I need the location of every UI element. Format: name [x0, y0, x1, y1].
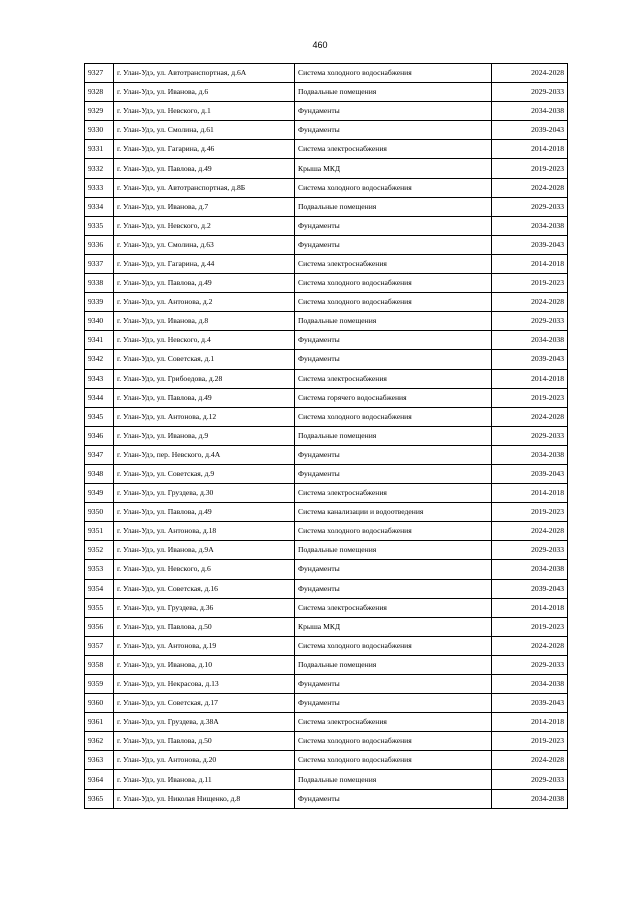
address-cell: г. Улан-Удэ, ул. Антонова, д.18 — [114, 522, 295, 541]
work-type-cell: Подвальные помещения — [295, 770, 492, 789]
work-type-cell: Система холодного водоснабжения — [295, 274, 492, 293]
table-row — [85, 388, 568, 407]
work-type-cell: Система холодного водоснабжения — [295, 751, 492, 770]
address-cell: г. Улан-Удэ, ул. Автотранспортная, д.8Б — [114, 178, 295, 197]
address-cell: г. Улан-Удэ, ул. Советская, д.17 — [114, 694, 295, 713]
table-row — [85, 751, 568, 770]
address-cell: г. Улан-Удэ, ул. Гагарина, д.44 — [114, 254, 295, 273]
table-row — [85, 159, 568, 178]
address-cell: г. Улан-Удэ, ул. Иванова, д.11 — [114, 770, 295, 789]
work-type-cell: Система холодного водоснабжения — [295, 732, 492, 751]
work-type-cell: Система электроснабжения — [295, 140, 492, 159]
period-cell: 2034-2038 — [492, 560, 568, 579]
row-number-cell: 9338 — [85, 274, 114, 293]
period-cell: 2019-2023 — [492, 617, 568, 636]
address-cell: г. Улан-Удэ, ул. Советская, д.9 — [114, 464, 295, 483]
table-row — [85, 102, 568, 121]
work-type-cell: Система холодного водоснабжения — [295, 407, 492, 426]
period-cell: 2024-2028 — [492, 64, 568, 83]
work-type-cell: Фундаменты — [295, 445, 492, 464]
address-cell: г. Улан-Удэ, ул. Невского, д.2 — [114, 216, 295, 235]
table-row — [85, 445, 568, 464]
row-number-cell: 9332 — [85, 159, 114, 178]
row-number-cell: 9341 — [85, 331, 114, 350]
address-cell: г. Улан-Удэ, ул. Иванова, д.8 — [114, 312, 295, 331]
row-number-cell: 9331 — [85, 140, 114, 159]
address-cell: г. Улан-Удэ, ул. Антонова, д.2 — [114, 293, 295, 312]
table-row — [85, 350, 568, 369]
row-number-cell: 9345 — [85, 407, 114, 426]
table-row — [85, 503, 568, 522]
address-cell: г. Улан-Удэ, ул. Антонова, д.19 — [114, 636, 295, 655]
address-cell: г. Улан-Удэ, ул. Павлова, д.49 — [114, 274, 295, 293]
work-type-cell: Подвальные помещения — [295, 197, 492, 216]
row-number-cell: 9339 — [85, 293, 114, 312]
row-number-cell: 9335 — [85, 216, 114, 235]
work-type-cell: Система холодного водоснабжения — [295, 178, 492, 197]
period-cell: 2024-2028 — [492, 522, 568, 541]
address-cell: г. Улан-Удэ, ул. Груздева, д.38А — [114, 713, 295, 732]
address-cell: г. Улан-Удэ, ул. Некрасова, д.13 — [114, 675, 295, 694]
address-cell: г. Улан-Удэ, ул. Автотранспортная, д.6А — [114, 64, 295, 83]
registry-table-body — [85, 64, 568, 809]
address-cell: г. Улан-Удэ, пер. Невского, д.4А — [114, 445, 295, 464]
work-type-cell: Фундаменты — [295, 464, 492, 483]
work-type-cell: Фундаменты — [295, 235, 492, 254]
work-type-cell: Подвальные помещения — [295, 541, 492, 560]
period-cell: 2019-2023 — [492, 503, 568, 522]
row-number-cell: 9330 — [85, 121, 114, 140]
work-type-cell: Фундаменты — [295, 121, 492, 140]
row-number-cell: 9333 — [85, 178, 114, 197]
address-cell: г. Улан-Удэ, ул. Иванова, д.10 — [114, 655, 295, 674]
work-type-cell: Крыша МКД — [295, 159, 492, 178]
row-number-cell: 9361 — [85, 713, 114, 732]
address-cell: г. Улан-Удэ, ул. Иванова, д.9 — [114, 426, 295, 445]
work-type-cell: Система холодного водоснабжения — [295, 522, 492, 541]
address-cell: г. Улан-Удэ, ул. Павлова, д.49 — [114, 159, 295, 178]
period-cell: 2039-2043 — [492, 694, 568, 713]
period-cell: 2029-2033 — [492, 541, 568, 560]
address-cell: г. Улан-Удэ, ул. Невского, д.1 — [114, 102, 295, 121]
table-row — [85, 617, 568, 636]
table-row — [85, 293, 568, 312]
table-row — [85, 675, 568, 694]
address-cell: г. Улан-Удэ, ул. Смолина, д.61 — [114, 121, 295, 140]
address-cell: г. Улан-Удэ, ул. Советская, д.1 — [114, 350, 295, 369]
table-row — [85, 713, 568, 732]
period-cell: 2034-2038 — [492, 331, 568, 350]
table-row — [85, 655, 568, 674]
table-row — [85, 121, 568, 140]
table-row — [85, 732, 568, 751]
work-type-cell: Система электроснабжения — [295, 484, 492, 503]
work-type-cell: Фундаменты — [295, 789, 492, 808]
row-number-cell: 9340 — [85, 312, 114, 331]
work-type-cell: Система электроснабжения — [295, 598, 492, 617]
work-type-cell: Подвальные помещения — [295, 655, 492, 674]
period-cell: 2034-2038 — [492, 675, 568, 694]
address-cell: г. Улан-Удэ, ул. Павлова, д.50 — [114, 732, 295, 751]
table-row — [85, 235, 568, 254]
address-cell: г. Улан-Удэ, ул. Груздева, д.36 — [114, 598, 295, 617]
table-row — [85, 140, 568, 159]
work-type-cell: Система холодного водоснабжения — [295, 636, 492, 655]
period-cell: 2019-2023 — [492, 732, 568, 751]
row-number-cell: 9354 — [85, 579, 114, 598]
table-row — [85, 369, 568, 388]
row-number-cell: 9342 — [85, 350, 114, 369]
row-number-cell: 9343 — [85, 369, 114, 388]
work-type-cell: Фундаменты — [295, 350, 492, 369]
table-row — [85, 64, 568, 83]
work-type-cell: Фундаменты — [295, 675, 492, 694]
table-row — [85, 178, 568, 197]
registry-table — [84, 63, 568, 809]
period-cell: 2019-2023 — [492, 159, 568, 178]
period-cell: 2029-2033 — [492, 655, 568, 674]
row-number-cell: 9356 — [85, 617, 114, 636]
table-row — [85, 331, 568, 350]
row-number-cell: 9346 — [85, 426, 114, 445]
period-cell: 2034-2038 — [492, 102, 568, 121]
address-cell: г. Улан-Удэ, ул. Павлова, д.50 — [114, 617, 295, 636]
address-cell: г. Улан-Удэ, ул. Невского, д.4 — [114, 331, 295, 350]
period-cell: 2024-2028 — [492, 178, 568, 197]
row-number-cell: 9351 — [85, 522, 114, 541]
table-row — [85, 598, 568, 617]
work-type-cell: Система электроснабжения — [295, 254, 492, 273]
row-number-cell: 9328 — [85, 83, 114, 102]
work-type-cell: Фундаменты — [295, 331, 492, 350]
period-cell: 2014-2018 — [492, 254, 568, 273]
table-row — [85, 636, 568, 655]
table-row — [85, 197, 568, 216]
table-row — [85, 426, 568, 445]
page-number: 460 — [312, 40, 328, 50]
address-cell: г. Улан-Удэ, ул. Груздева, д.30 — [114, 484, 295, 503]
address-cell: г. Улан-Удэ, ул. Невского, д.6 — [114, 560, 295, 579]
work-type-cell: Крыша МКД — [295, 617, 492, 636]
period-cell: 2039-2043 — [492, 121, 568, 140]
row-number-cell: 9358 — [85, 655, 114, 674]
table-row — [85, 789, 568, 808]
row-number-cell: 9334 — [85, 197, 114, 216]
period-cell: 2029-2033 — [492, 312, 568, 331]
period-cell: 2019-2023 — [492, 388, 568, 407]
period-cell: 2029-2033 — [492, 83, 568, 102]
row-number-cell: 9336 — [85, 235, 114, 254]
address-cell: г. Улан-Удэ, ул. Павлова, д.49 — [114, 388, 295, 407]
work-type-cell: Система холодного водоснабжения — [295, 293, 492, 312]
period-cell: 2014-2018 — [492, 484, 568, 503]
table-row — [85, 407, 568, 426]
period-cell: 2039-2043 — [492, 350, 568, 369]
address-cell: г. Улан-Удэ, ул. Павлова, д.49 — [114, 503, 295, 522]
period-cell: 2029-2033 — [492, 197, 568, 216]
period-cell: 2024-2028 — [492, 751, 568, 770]
row-number-cell: 9337 — [85, 254, 114, 273]
period-cell: 2024-2028 — [492, 636, 568, 655]
period-cell: 2034-2038 — [492, 216, 568, 235]
work-type-cell: Система электроснабжения — [295, 713, 492, 732]
work-type-cell: Подвальные помещения — [295, 426, 492, 445]
work-type-cell: Подвальные помещения — [295, 83, 492, 102]
period-cell: 2039-2043 — [492, 579, 568, 598]
row-number-cell: 9349 — [85, 484, 114, 503]
address-cell: г. Улан-Удэ, ул. Грибоедова, д.28 — [114, 369, 295, 388]
period-cell: 2024-2028 — [492, 407, 568, 426]
work-type-cell: Фундаменты — [295, 216, 492, 235]
table-row — [85, 274, 568, 293]
row-number-cell: 9327 — [85, 64, 114, 83]
period-cell: 2014-2018 — [492, 598, 568, 617]
row-number-cell: 9348 — [85, 464, 114, 483]
row-number-cell: 9329 — [85, 102, 114, 121]
table-row — [85, 216, 568, 235]
table-row — [85, 484, 568, 503]
period-cell: 2014-2018 — [492, 713, 568, 732]
work-type-cell: Система горячего водоснабжения — [295, 388, 492, 407]
work-type-cell: Фундаменты — [295, 579, 492, 598]
address-cell: г. Улан-Удэ, ул. Иванова, д.7 — [114, 197, 295, 216]
period-cell: 2019-2023 — [492, 274, 568, 293]
table-row — [85, 254, 568, 273]
table-row — [85, 770, 568, 789]
address-cell: г. Улан-Удэ, ул. Антонова, д.12 — [114, 407, 295, 426]
period-cell: 2014-2018 — [492, 140, 568, 159]
period-cell: 2039-2043 — [492, 464, 568, 483]
row-number-cell: 9355 — [85, 598, 114, 617]
table-row — [85, 694, 568, 713]
table-row — [85, 312, 568, 331]
work-type-cell: Фундаменты — [295, 102, 492, 121]
period-cell: 2039-2043 — [492, 235, 568, 254]
row-number-cell: 9344 — [85, 388, 114, 407]
table-row — [85, 464, 568, 483]
row-number-cell: 9352 — [85, 541, 114, 560]
table-row — [85, 560, 568, 579]
table-row — [85, 522, 568, 541]
row-number-cell: 9363 — [85, 751, 114, 770]
row-number-cell: 9365 — [85, 789, 114, 808]
period-cell: 2034-2038 — [492, 445, 568, 464]
address-cell: г. Улан-Удэ, ул. Николая Нищенко, д.8 — [114, 789, 295, 808]
work-type-cell: Фундаменты — [295, 694, 492, 713]
work-type-cell: Фундаменты — [295, 560, 492, 579]
address-cell: г. Улан-Удэ, ул. Смолина, д.63 — [114, 235, 295, 254]
work-type-cell: Система электроснабжения — [295, 369, 492, 388]
row-number-cell: 9360 — [85, 694, 114, 713]
row-number-cell: 9364 — [85, 770, 114, 789]
address-cell: г. Улан-Удэ, ул. Антонова, д.20 — [114, 751, 295, 770]
row-number-cell: 9357 — [85, 636, 114, 655]
period-cell: 2034-2038 — [492, 789, 568, 808]
work-type-cell: Система канализации и водоотведения — [295, 503, 492, 522]
table-row — [85, 579, 568, 598]
period-cell: 2029-2033 — [492, 426, 568, 445]
table-row — [85, 541, 568, 560]
row-number-cell: 9347 — [85, 445, 114, 464]
table-row — [85, 83, 568, 102]
period-cell: 2029-2033 — [492, 770, 568, 789]
row-number-cell: 9362 — [85, 732, 114, 751]
work-type-cell: Система холодного водоснабжения — [295, 64, 492, 83]
address-cell: г. Улан-Удэ, ул. Иванова, д.9А — [114, 541, 295, 560]
address-cell: г. Улан-Удэ, ул. Иванова, д.6 — [114, 83, 295, 102]
row-number-cell: 9350 — [85, 503, 114, 522]
row-number-cell: 9359 — [85, 675, 114, 694]
period-cell: 2024-2028 — [492, 293, 568, 312]
address-cell: г. Улан-Удэ, ул. Советская, д.16 — [114, 579, 295, 598]
work-type-cell: Подвальные помещения — [295, 312, 492, 331]
row-number-cell: 9353 — [85, 560, 114, 579]
period-cell: 2014-2018 — [492, 369, 568, 388]
address-cell: г. Улан-Удэ, ул. Гагарина, д.46 — [114, 140, 295, 159]
